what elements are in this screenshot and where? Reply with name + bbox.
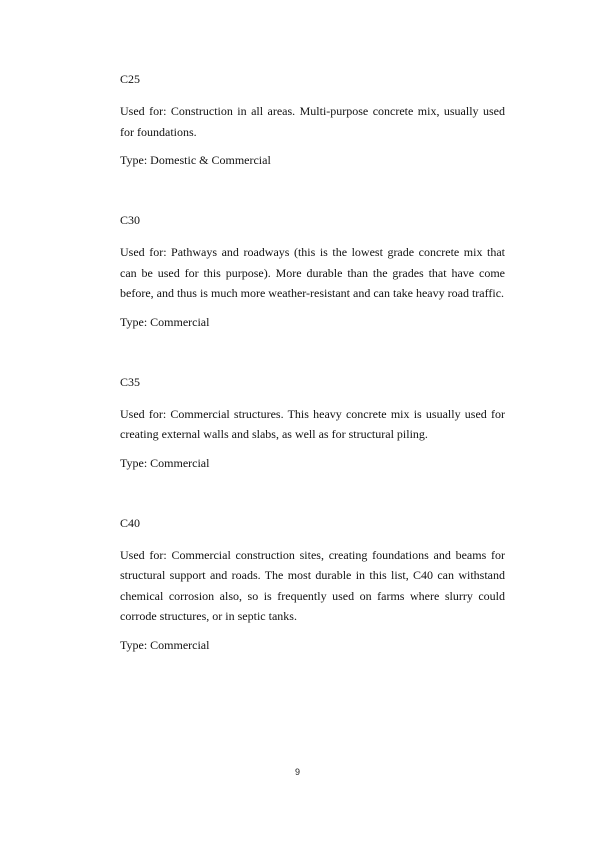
section-c25 [120,70,505,169]
section-used-for: Used for: Construction in all areas. Multi-purpose concrete mix, usually used for foundations. [120,104,505,139]
section-type: Type: Commercial [120,455,210,470]
section-used-for: Used for: Commercial construction sites, creating foundations and beams for structural support and roads. The most durable in this list, C40 can withstand chemical corrosion also, so is frequently used on farms where slurry could corrode structures, or in septic tanks. [120,547,505,623]
section-c35 [120,373,505,472]
section-grade: C40 [120,515,141,530]
page-number: 9 [294,767,300,777]
section-used-for: Used for: Pathways and roadways (this is the lowest grade concrete mix that can be used for this purpose). More durable than the grades that have come before, and thus is much more weather-resistant and can take heavy road traffic. [120,245,505,300]
section-c30 [120,211,505,331]
section-type: Type: Commercial [120,637,210,652]
section-grade: C35 [120,374,141,389]
section-used-for: Used for: Commercial structures. This heavy concrete mix is usually used for creating external walls and slabs, as well as for structural piling. [120,406,505,441]
page-content [120,70,505,696]
section-grade: C25 [120,72,141,86]
section-c40 [120,514,505,654]
section-type: Type: Commercial [120,314,210,329]
section-grade: C30 [120,213,141,227]
section-type: Type: Domestic & Commercial [120,153,271,167]
